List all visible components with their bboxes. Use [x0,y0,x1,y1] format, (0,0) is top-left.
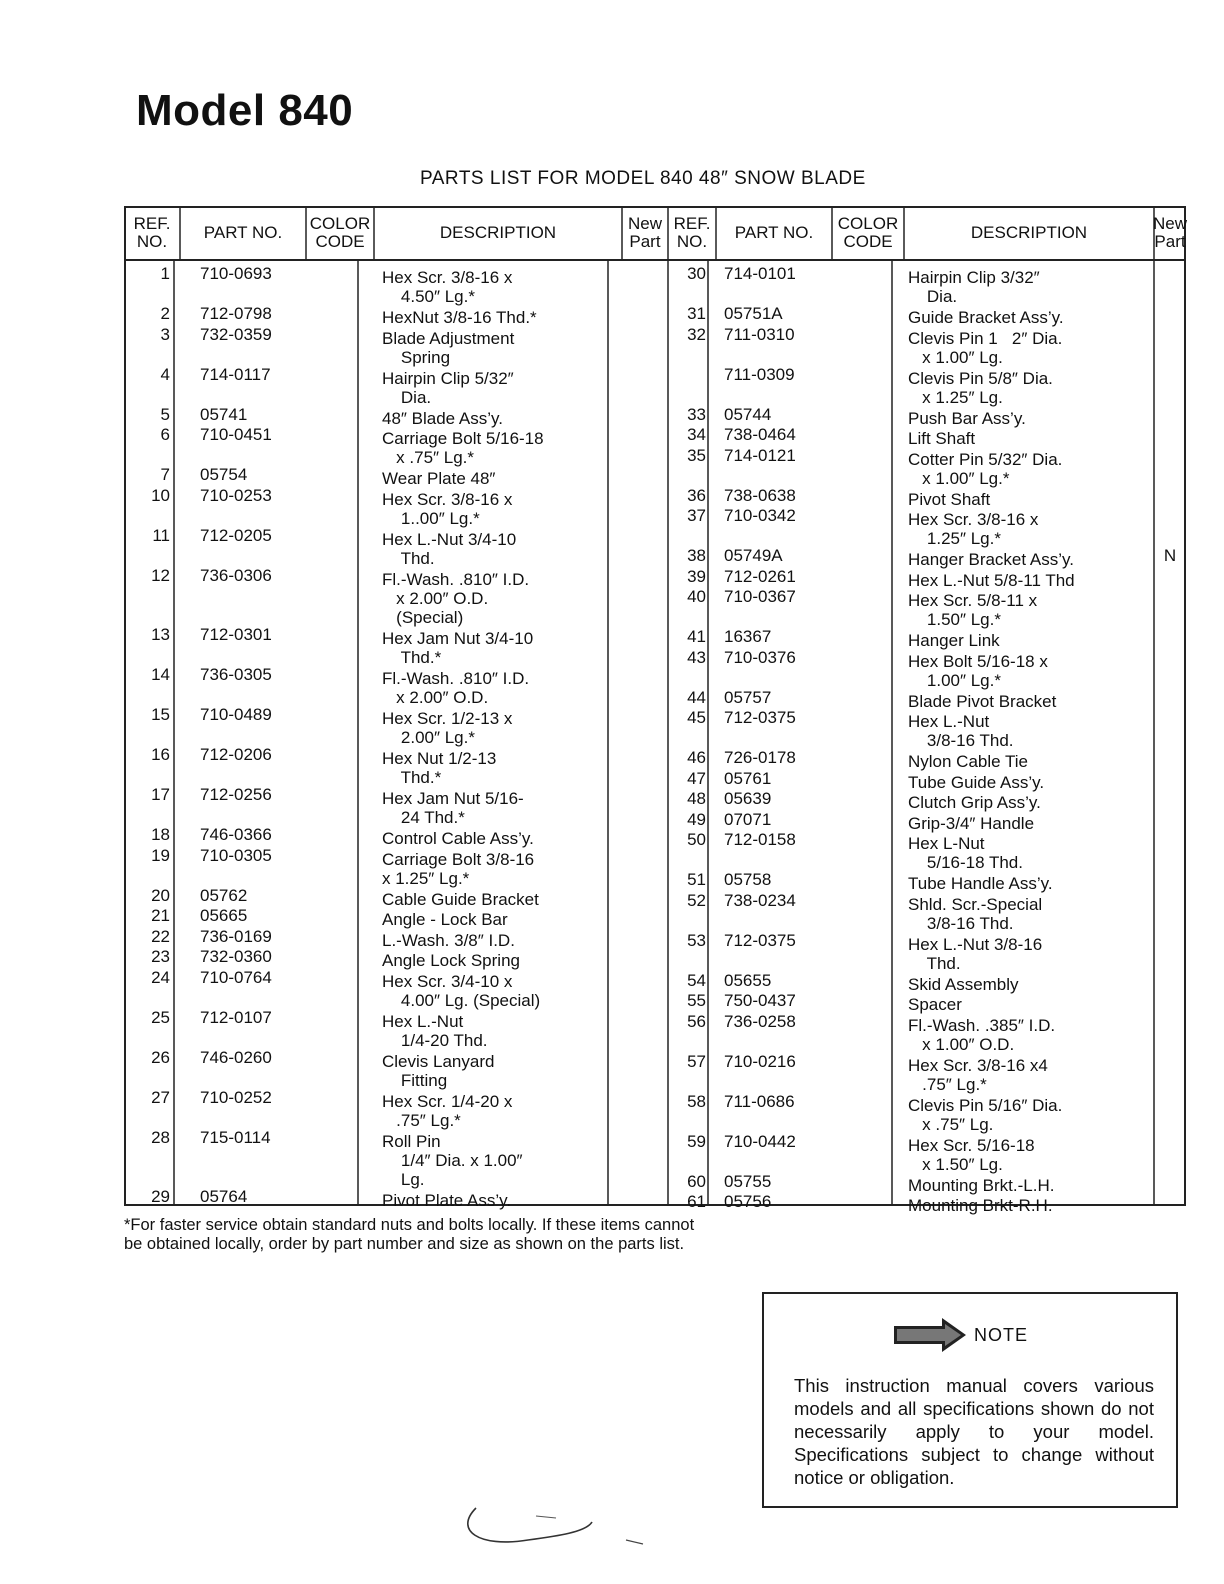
part-description: Clevis Pin 5/16″ Dia. x .75″ Lg. [908,1095,1063,1134]
part-description: Fl.-Wash. .385″ I.D. x 1.00″ O.D. [908,1015,1056,1054]
part-description: Roll Pin 1/4″ Dia. x 1.00″ Lg. [382,1131,523,1189]
ref-number: 12 [151,565,170,585]
part-number: 16367 [724,627,772,646]
ref-number: 56 [687,1011,706,1031]
part-description: Cable Guide Bracket [382,889,539,909]
part-number: 05755 [724,1171,772,1191]
part-number: 05756 [724,1192,772,1211]
ref-number: 41 [687,627,706,646]
ref-number: 60 [687,1171,706,1191]
ref-number: 36 [687,485,706,505]
header-description-right: DESCRIPTION [970,223,1088,242]
ref-number: 6 [160,425,170,444]
part-number: 710-0376 [724,647,796,667]
ref-number: 7 [160,465,170,484]
scribble-mark [458,1500,668,1580]
part-number: 726-0178 [724,748,796,767]
header-ref-no-right: REF. NO. [673,214,711,251]
part-description: Angle - Lock Bar [382,910,508,929]
part-number: 736-0305 [200,665,272,684]
part-number: 710-0342 [724,506,796,525]
ref-number: 18 [151,825,170,844]
part-number: 710-0216 [724,1051,796,1071]
ref-number: 44 [687,687,706,707]
part-number: 05764 [200,1187,248,1206]
part-number: 746-0260 [200,1047,272,1067]
part-description: Guide Bracket Ass’y. [908,308,1064,327]
ref-number: 32 [687,324,706,344]
ref-number: 55 [687,991,706,1010]
part-number: 736-0306 [200,565,272,585]
ref-number: 2 [160,304,170,323]
part-number: 710-0442 [724,1131,796,1151]
part-number: 714-0121 [724,445,796,465]
ref-number: 19 [151,845,170,865]
ref-number: 43 [687,647,706,667]
page-title: Model 840 [136,86,354,135]
note-header [894,1318,1028,1352]
ref-number: 23 [151,947,170,966]
part-description: Hex Scr. 3/8-16 x 1..00″ Lg.* [382,489,513,528]
part-number: 710-0367 [724,587,796,606]
ref-number: 59 [687,1131,706,1151]
note-box [762,1292,1178,1508]
part-number: 736-0169 [200,926,272,946]
ref-number: 27 [151,1087,170,1107]
parts-list-title: PARTS LIST FOR MODEL 840 48″ SNOW BLADE [420,168,866,189]
part-number: 711-0310 [724,324,795,344]
part-description: Hex Scr. 1/2-13 x 2.00″ Lg.* [382,709,513,747]
ref-number: 11 [152,525,170,545]
part-description: Clevis Pin 5/8″ Dia. x 1.25″ Lg. [908,368,1053,407]
part-number: 05751A [724,304,783,323]
part-number: 710-0693 [200,264,272,283]
header-part-no-right: PART NO. [734,223,814,242]
parts-table [124,206,1188,1215]
note-label: NOTE [974,1324,1029,1345]
part-number: 738-0638 [724,485,796,505]
part-number: 710-0451 [200,425,272,444]
part-number: 712-0158 [724,830,796,849]
ref-number: 51 [687,870,706,889]
part-number: 05762 [200,885,248,905]
ref-number: 34 [687,425,706,444]
part-description: Hex L-Nut 5/16-18 Thd. [908,834,1023,872]
ref-number: 40 [687,587,706,606]
part-number: 738-0234 [724,890,796,910]
part-number: 732-0359 [200,324,272,344]
ref-number: 33 [687,404,706,424]
part-description: Shld. Scr.-Special 3/8-16 Thd. [908,894,1043,933]
header-ref-no: REF. NO. [133,214,171,251]
ref-number: 48 [687,789,706,808]
part-description: Clutch Grip Ass’y. [908,793,1041,812]
ref-number: 31 [687,304,706,323]
header-color-code-right: COLOR CODE [837,214,899,251]
part-description: Skid Assembly [908,974,1019,994]
part-number: 710-0489 [200,705,272,724]
part-description: Hex Scr. 5/8-11 x 1.50″ Lg.* [908,591,1038,629]
part-number: 714-0101 [724,264,796,283]
part-number: 712-0798 [200,304,272,323]
part-number: 712-0107 [200,1007,272,1027]
ref-number: 49 [687,809,706,829]
part-description: Lift Shaft [908,429,976,448]
part-description: Carriage Bolt 3/8-16 x 1.25″ Lg.* [382,849,535,888]
footnote: *For faster service obtain standard nuts and bolts locally. If these items cannot be obtained locally, order by part number and size as shown on the parts list. [124,1216,695,1253]
part-description: Grip-3/4″ Handle [908,813,1035,833]
ref-number: 22 [151,926,170,946]
part-number: 710-0305 [200,845,272,865]
part-description: Hex L.-Nut 3/4-10 Thd. [382,529,517,568]
new-part-flag: N [1163,546,1177,565]
part-number: 746-0366 [200,825,272,844]
part-description: Carriage Bolt 5/16-18 x .75″ Lg.* [382,429,544,467]
ref-number: 13 [151,625,170,644]
ref-number: 39 [687,566,706,586]
part-number: 712-0256 [200,785,272,804]
ref-number: 35 [687,445,706,465]
ref-number: 28 [151,1127,170,1147]
arrow-right-icon [894,1318,966,1352]
part-number: 05744 [724,404,772,424]
ref-number: 1 [160,264,170,283]
ref-number: 25 [151,1007,170,1027]
part-description: Hex Bolt 5/16-18 x 1.00″ Lg.* [908,651,1048,690]
part-description: Hex Jam Nut 5/16- 24 Thd.* [382,789,524,827]
part-description: Cotter Pin 5/32″ Dia. x 1.00″ Lg.* [908,449,1063,488]
part-description: Hex Jam Nut 3/4-10 Thd.* [382,629,534,667]
ref-number: 26 [151,1047,170,1067]
header-description: DESCRIPTION [439,223,557,242]
part-description: Hex Scr. 3/8-16 x 4.50″ Lg.* [382,268,513,306]
part-number: 05761 [724,768,772,788]
part-number: 710-0252 [200,1087,272,1107]
part-number: 712-0206 [200,745,272,764]
part-description: Nylon Cable Tie [908,752,1029,771]
part-description: Hex Scr. 3/4-10 x 4.00″ Lg. (Special) [382,971,541,1010]
header-new-part: New Part [627,214,662,251]
ref-number: 52 [687,890,706,910]
part-description: Pivot Plate Ass’y. [382,1191,512,1210]
part-description: 48″ Blade Ass’y. [382,408,503,428]
ref-number: 16 [151,745,170,764]
part-description: Tube Guide Ass’y. [908,772,1045,792]
ref-number: 3 [160,324,170,344]
part-description: Mounting Brkt-R.H. [908,1196,1053,1215]
ref-number: 47 [687,768,706,788]
part-description: Clevis Lanyard Fitting [382,1051,495,1090]
part-description: HexNut 3/8-16 Thd.* [382,308,537,327]
ref-number: 46 [687,748,706,767]
ref-number: 24 [151,967,170,987]
ref-number: 37 [687,506,706,525]
part-number: 05665 [200,906,248,925]
ref-number: 15 [151,705,170,724]
part-number: 738-0464 [724,425,796,444]
part-description: Hex L.-Nut 5/8-11 Thd [908,570,1075,590]
part-description: Blade Pivot Bracket [908,691,1057,711]
ref-number: 57 [687,1051,706,1071]
part-number: 750-0437 [724,991,796,1010]
part-description: Spacer [908,995,962,1014]
note-text: This instruction manual covers various models and all specifications shown do not necessarily apply to your model. Specifications subject to change without notice or obligation. [794,1375,1154,1488]
part-description: Hairpin Clip 3/32″ Dia. [908,268,1040,306]
part-number: 715-0114 [200,1127,271,1147]
part-number: 714-0117 [200,364,271,384]
part-description: Hanger Bracket Ass’y. [908,550,1074,569]
part-number: 710-0764 [200,967,272,987]
part-number: 05639 [724,789,772,808]
part-number: 736-0258 [724,1011,796,1031]
ref-number: 10 [151,485,170,505]
ref-number: 4 [160,364,170,384]
part-number: 712-0301 [200,625,272,644]
part-description: Tube Handle Ass’y. [908,874,1053,893]
ref-number: 5 [160,404,170,424]
part-description: Fl.-Wash. .810″ I.D. x 2.00″ O.D. [382,669,530,707]
ref-number: 30 [687,264,706,283]
ref-number: 38 [687,546,706,565]
ref-number: 17 [151,785,170,804]
part-description: L.-Wash. 3/8″ I.D. [382,930,515,950]
part-description: Control Cable Ass’y. [382,829,534,848]
ref-number: 14 [151,665,170,684]
part-description: Hex L.-Nut 3/8-16 Thd. [908,934,1043,973]
part-description: Hex Scr. 5/16-18 x 1.50″ Lg. [908,1135,1035,1174]
part-number: 05757 [724,687,772,707]
part-description: Mounting Brkt.-L.H. [908,1175,1055,1195]
ref-number: 21 [151,906,170,925]
part-number: 712-0261 [724,566,796,586]
part-number: 710-0253 [200,485,272,505]
ref-number: 61 [687,1192,706,1211]
part-number: 05749A [724,546,783,565]
part-description: Angle Lock Spring [382,951,520,970]
ref-number: 20 [151,885,170,905]
part-number: 711-0309 [724,364,795,384]
part-description: Hanger Link [908,631,1000,650]
ref-number: 29 [151,1187,170,1206]
part-description: Blade Adjustment Spring [382,328,515,367]
part-number: 712-0375 [724,708,796,727]
ref-number: 50 [687,830,706,849]
ref-number: 45 [687,708,706,727]
part-number: 05655 [724,970,772,990]
part-description: Hex Scr. 1/4-20 x .75″ Lg.* [382,1091,513,1130]
header-part-no: PART NO. [203,223,283,242]
part-description: Fl.-Wash. .810″ I.D. x 2.00″ O.D. (Special) [382,569,530,627]
part-number: 712-0205 [200,525,272,545]
ref-number: 58 [687,1091,706,1111]
part-number: 05741 [200,404,248,424]
part-description: Hex Scr. 3/8-16 x4 .75″ Lg.* [908,1055,1048,1094]
part-description: Hex L.-Nut 3/8-16 Thd. [908,712,1014,750]
part-description: Hairpin Clip 5/32″ Dia. [382,368,514,407]
part-description: Push Bar Ass’y. [908,408,1026,428]
ref-number: 54 [687,970,706,990]
part-number: 732-0360 [200,947,272,966]
part-number: 05758 [724,870,772,889]
part-description: Pivot Shaft [908,489,991,509]
part-description: Hex L.-Nut 1/4-20 Thd. [382,1011,488,1050]
part-description: Wear Plate 48″ [382,469,496,488]
header-new-part-right: New Part [1153,214,1188,251]
header-color-code: COLOR CODE [309,214,371,251]
part-description: Hex Nut 1/2-13 Thd.* [382,749,497,787]
part-description: Hex Scr. 3/8-16 x 1.25″ Lg.* [908,510,1039,548]
part-number: 07071 [724,809,772,829]
part-number: 711-0686 [724,1091,795,1111]
part-number: 05754 [200,465,248,484]
ref-number: 53 [687,930,706,950]
part-description: Clevis Pin 1 2″ Dia. x 1.00″ Lg. [908,328,1063,367]
part-number: 712-0375 [724,930,796,950]
